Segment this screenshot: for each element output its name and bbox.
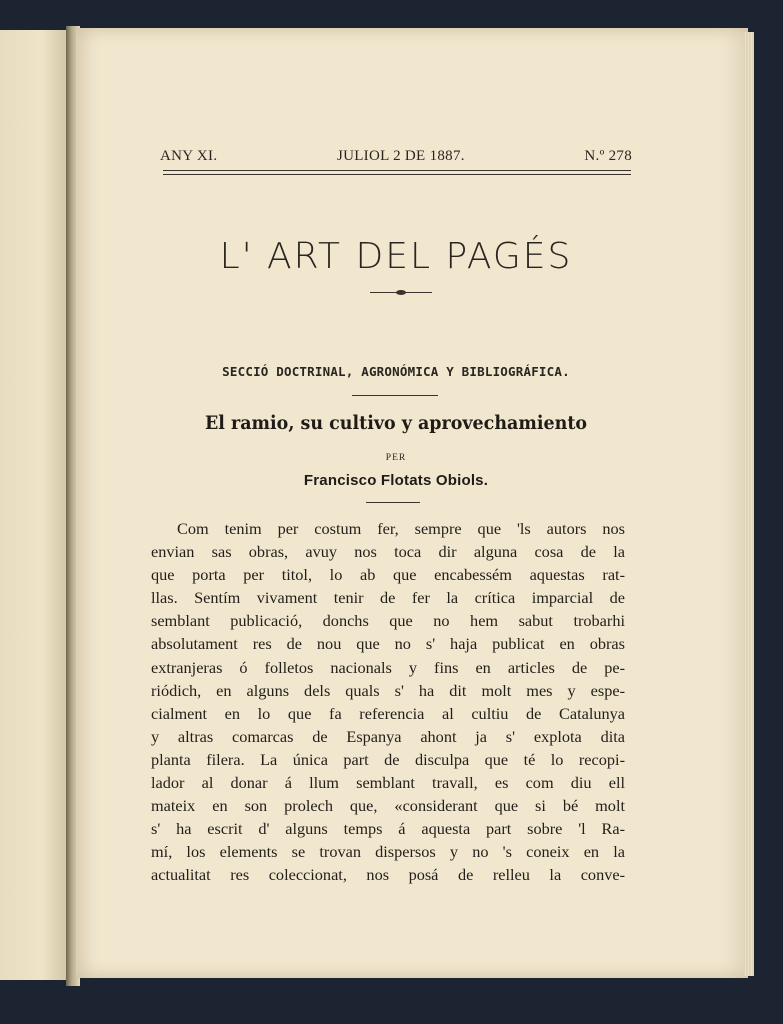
left-page: [0, 30, 72, 980]
body-line: absolutament res de nou que no s' haja publicat en obras: [151, 634, 625, 654]
issue-date: JULIOL 2 DE 1887.: [336, 148, 465, 164]
header-double-rule: [163, 170, 631, 175]
body-line: que porta per titol, lo ab que encabessém aquestas rat-: [151, 565, 625, 585]
body-line: mí, los elements se trovan dispersos y no 's coneix en la: [151, 842, 625, 862]
byline-per: PER: [385, 453, 407, 463]
article-author: Francisco Flotats Obiols.: [303, 472, 489, 489]
body-line: actualitat res coleccionat, nos posá de relleu la conve-: [151, 865, 625, 885]
article-title: El ramio, su cultivo y aprovechamiento: [204, 412, 588, 434]
ornament-divider: [370, 290, 432, 296]
body-line: y altras comarcas de Espanya ahont ja s' explota dita: [151, 726, 625, 746]
body-line: extranjeras ó folletos nacionals y fins en articles de pe-: [151, 657, 625, 677]
issue-number: N.º 278: [584, 148, 632, 164]
page-edges: [744, 32, 754, 976]
body-line: envian sas obras, avuy nos toca dir alguna cosa de la: [151, 542, 625, 562]
body-line: llas. Sentím vivament tenir de fer la crítica imparcial de: [151, 588, 625, 608]
body-line: mateix en son prolech que, «considerant que si bé molt: [151, 796, 625, 816]
running-header: [160, 148, 632, 165]
author-rule: [366, 502, 420, 503]
body-line: planta filera. La única part de disculpa que té lo recopi-: [151, 749, 625, 769]
section-rule: [352, 395, 438, 396]
volume-number: ANY XI.: [160, 148, 218, 164]
article-body: [151, 517, 625, 887]
body-line: Com tenim per costum fer, sempre que 'ls autors nos: [177, 519, 625, 538]
section-heading: SECCIÓ DOCTRINAL, AGRONÓMICA Y BIBLIOGRÁFICA.: [222, 364, 570, 379]
masthead-title: L' ART DEL PAGÉS: [219, 236, 573, 277]
body-line: riódich, en alguns dels quals s' ha dit molt mes y espe-: [151, 680, 625, 700]
body-line: cialment en lo que fa referencia al cultiu de Catalunya: [151, 703, 625, 723]
body-line: s' ha escrit d' alguns temps á aquesta part sobre 'l Ra-: [151, 819, 625, 839]
body-line: semblant publicació, donchs que no hem sabut trobarhi: [151, 611, 625, 631]
body-line: lador al donar á llum semblant travall, es com diu ell: [151, 773, 625, 793]
